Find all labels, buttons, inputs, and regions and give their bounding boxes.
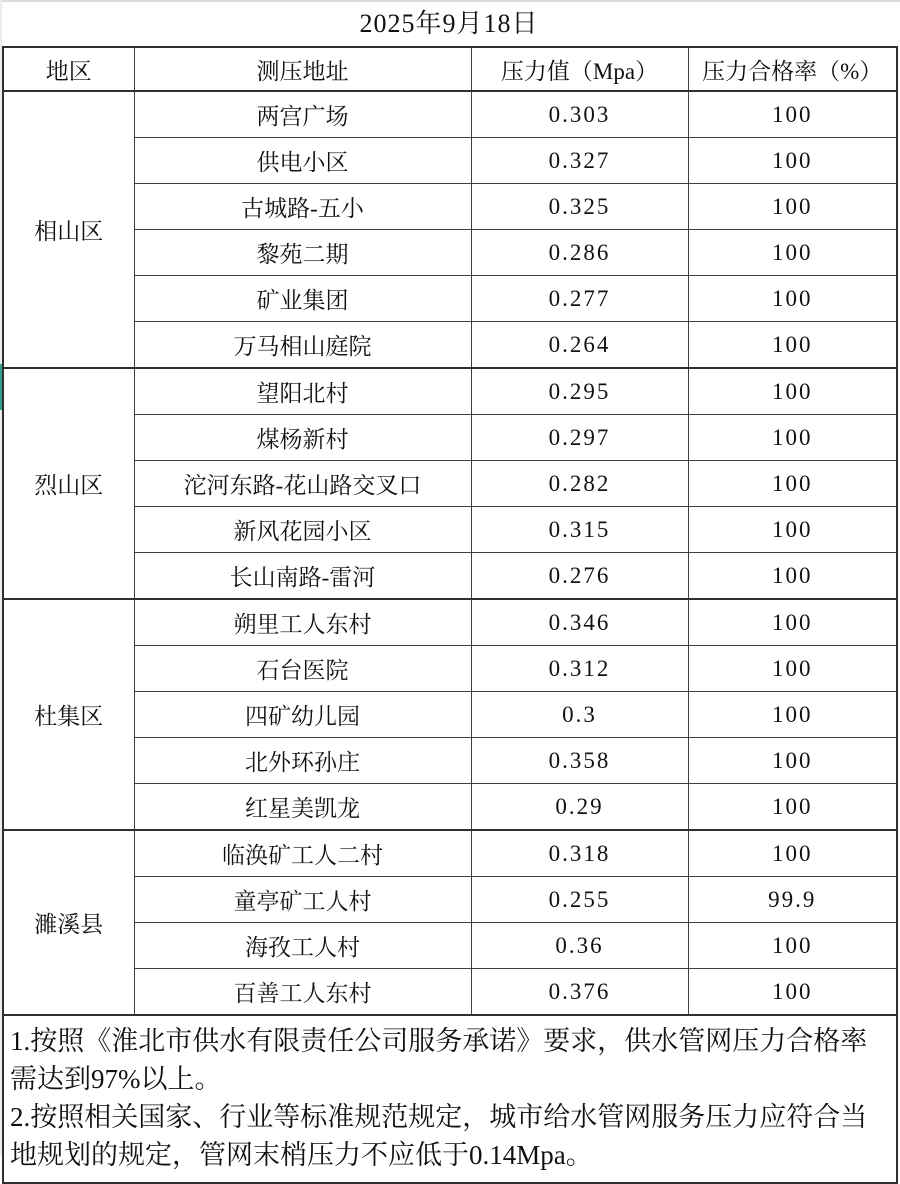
rate-cell: 100 xyxy=(688,553,897,600)
rate-cell: 100 xyxy=(688,830,897,877)
address-cell: 四矿幼儿园 xyxy=(134,692,471,738)
pressure-cell: 0.315 xyxy=(471,507,688,553)
column-header-pass-rate: 压力合格率（%） xyxy=(688,47,897,91)
address-cell: 两宫广场 xyxy=(134,91,471,138)
pressure-cell: 0.264 xyxy=(471,322,688,369)
header-row xyxy=(3,47,897,91)
rate-cell: 100 xyxy=(688,599,897,646)
rate-cell: 100 xyxy=(688,91,897,138)
table-row xyxy=(3,830,897,877)
table-body xyxy=(3,91,897,1015)
column-header-address: 测压地址 xyxy=(134,47,471,91)
pressure-cell: 0.327 xyxy=(471,138,688,184)
pressure-cell: 0.312 xyxy=(471,646,688,692)
rate-cell: 100 xyxy=(688,646,897,692)
address-cell: 童亭矿工人村 xyxy=(134,877,471,923)
pressure-cell: 0.282 xyxy=(471,461,688,507)
address-cell: 黎苑二期 xyxy=(134,230,471,276)
rate-cell: 100 xyxy=(688,276,897,322)
address-cell: 沱河东路-花山路交叉口 xyxy=(134,461,471,507)
address-cell: 供电小区 xyxy=(134,138,471,184)
address-cell: 石台医院 xyxy=(134,646,471,692)
region-cell: 相山区 xyxy=(3,91,134,368)
rate-cell: 100 xyxy=(688,507,897,553)
address-cell: 望阳北村 xyxy=(134,368,471,415)
pressure-cell: 0.3 xyxy=(471,692,688,738)
table-row xyxy=(3,877,897,923)
rate-cell: 100 xyxy=(688,738,897,784)
table-row xyxy=(3,923,897,969)
pressure-cell: 0.295 xyxy=(471,368,688,415)
pressure-report-table xyxy=(2,46,898,1184)
table-row xyxy=(3,415,897,461)
table-row xyxy=(3,784,897,831)
table-row xyxy=(3,368,897,415)
rate-cell: 100 xyxy=(688,368,897,415)
column-header-region: 地区 xyxy=(3,47,134,91)
pressure-cell: 0.325 xyxy=(471,184,688,230)
region-cell: 烈山区 xyxy=(3,368,134,599)
region-cell: 杜集区 xyxy=(3,599,134,830)
table-row xyxy=(3,276,897,322)
table-row xyxy=(3,138,897,184)
table-row xyxy=(3,507,897,553)
rate-cell: 100 xyxy=(688,784,897,831)
table-row xyxy=(3,692,897,738)
address-cell: 临涣矿工人二村 xyxy=(134,830,471,877)
rate-cell: 100 xyxy=(688,415,897,461)
region-cell: 濉溪县 xyxy=(3,830,134,1015)
table-row xyxy=(3,461,897,507)
pressure-cell: 0.303 xyxy=(471,91,688,138)
pressure-cell: 0.36 xyxy=(471,923,688,969)
address-cell: 海孜工人村 xyxy=(134,923,471,969)
table-row xyxy=(3,322,897,369)
address-cell: 北外环孙庄 xyxy=(134,738,471,784)
table-row xyxy=(3,553,897,600)
address-cell: 新风花园小区 xyxy=(134,507,471,553)
column-header-pressure: 压力值（Mpa） xyxy=(471,47,688,91)
pressure-cell: 0.376 xyxy=(471,969,688,1016)
note-1: 1.按照《淮北市供水有限责任公司服务承诺》要求，供水管网压力合格率需达到97%以上。 xyxy=(10,1026,868,1094)
address-cell: 朔里工人东村 xyxy=(134,599,471,646)
table-row xyxy=(3,230,897,276)
address-cell: 煤杨新村 xyxy=(134,415,471,461)
rate-cell: 100 xyxy=(688,692,897,738)
address-cell: 红星美凯龙 xyxy=(134,784,471,831)
pressure-cell: 0.276 xyxy=(471,553,688,600)
rate-cell: 100 xyxy=(688,230,897,276)
address-cell: 古城路-五小 xyxy=(134,184,471,230)
sheet-top-gridline xyxy=(0,0,900,2)
notes-row xyxy=(3,1015,897,1183)
address-cell: 万马相山庭院 xyxy=(134,322,471,369)
rate-cell: 100 xyxy=(688,461,897,507)
address-cell: 长山南路-雷河 xyxy=(134,553,471,600)
note-2: 2.按照相关国家、行业等标准规范规定，城市给水管网服务压力应符合当地规划的规定，管网末梢压力不应低于0.14Mpa。 xyxy=(10,1102,868,1170)
table-row xyxy=(3,184,897,230)
table-row xyxy=(3,738,897,784)
rate-cell: 100 xyxy=(688,969,897,1016)
pressure-cell: 0.358 xyxy=(471,738,688,784)
table-row xyxy=(3,969,897,1016)
address-cell: 矿业集团 xyxy=(134,276,471,322)
rate-cell: 99.9 xyxy=(688,877,897,923)
pressure-cell: 0.286 xyxy=(471,230,688,276)
notes-cell xyxy=(3,1015,897,1183)
pressure-cell: 0.318 xyxy=(471,830,688,877)
address-cell: 百善工人东村 xyxy=(134,969,471,1016)
pressure-cell: 0.346 xyxy=(471,599,688,646)
report-date-title: 2025年9月18日 xyxy=(359,9,539,38)
pressure-cell: 0.255 xyxy=(471,877,688,923)
rate-cell: 100 xyxy=(688,923,897,969)
pressure-cell: 0.297 xyxy=(471,415,688,461)
rate-cell: 100 xyxy=(688,322,897,369)
table-row xyxy=(3,91,897,138)
rate-cell: 100 xyxy=(688,138,897,184)
pressure-cell: 0.29 xyxy=(471,784,688,831)
table-row xyxy=(3,599,897,646)
pressure-cell: 0.277 xyxy=(471,276,688,322)
table-row xyxy=(3,646,897,692)
rate-cell: 100 xyxy=(688,184,897,230)
